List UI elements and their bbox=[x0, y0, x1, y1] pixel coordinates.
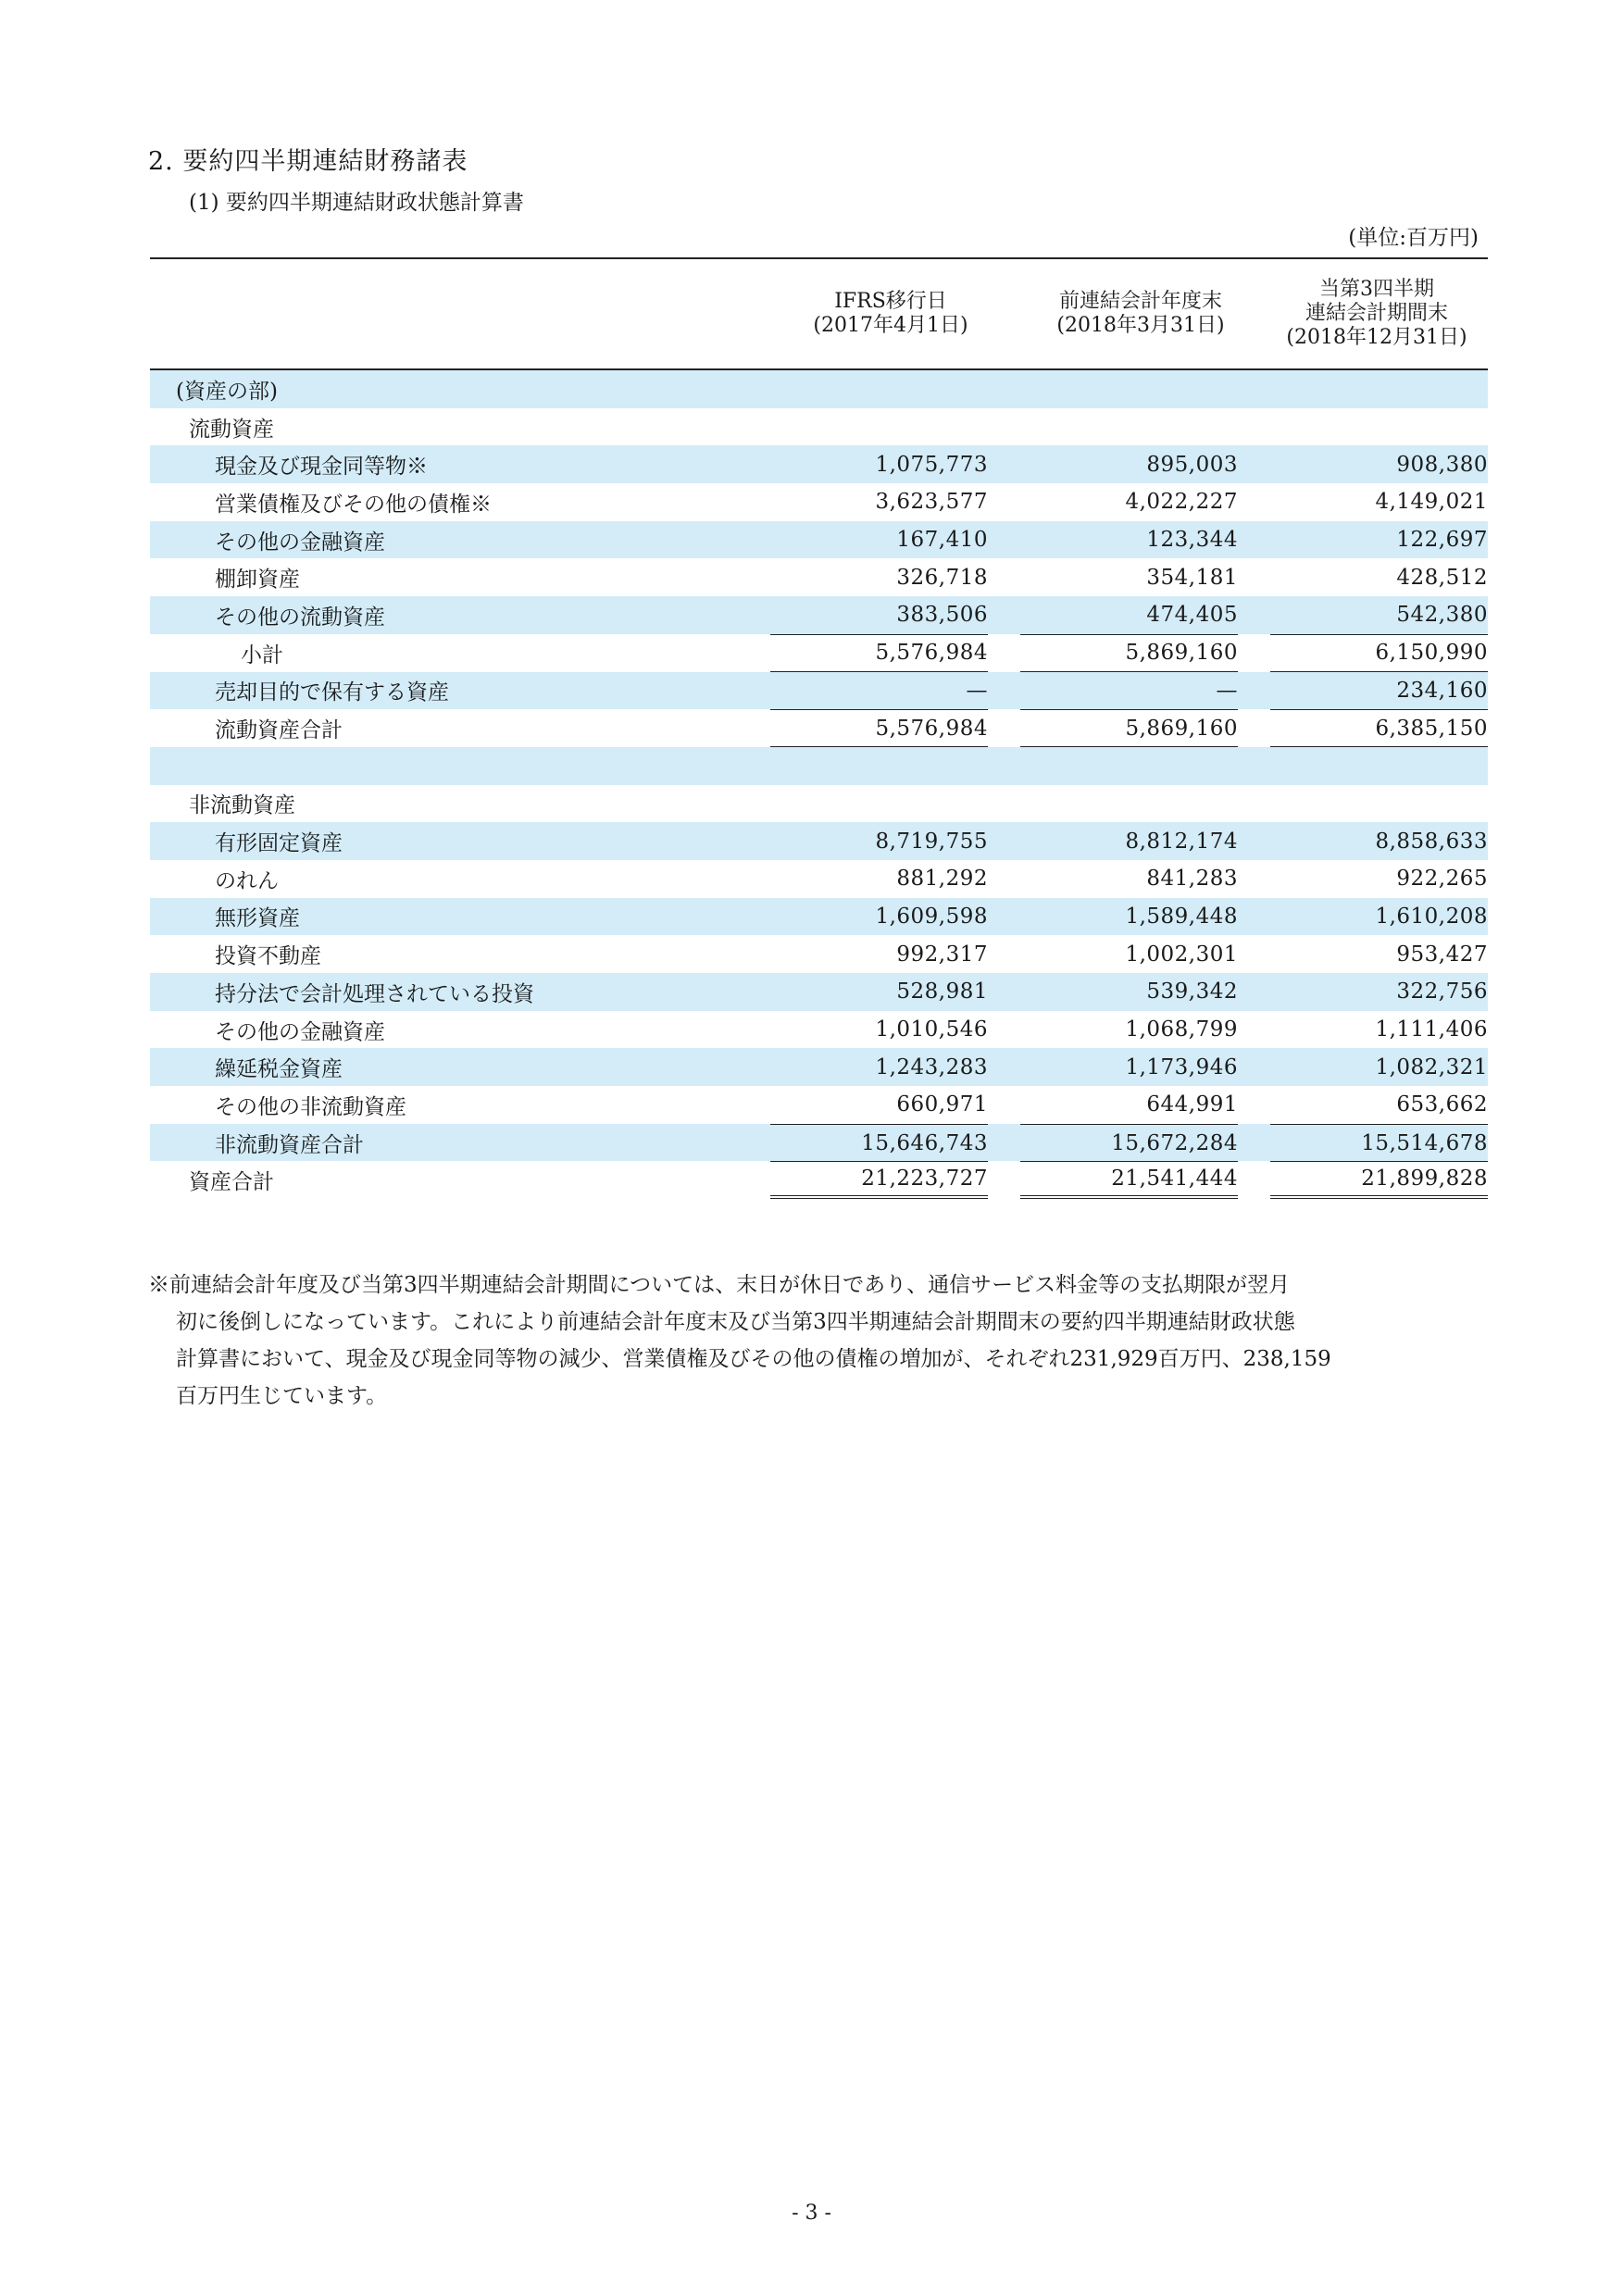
subsection-heading: (1) 要約四半期連結財政状態計算書 bbox=[189, 191, 524, 215]
amount-cell: 4,149,021 bbox=[1375, 490, 1488, 515]
column-header-ifrs-transition-date bbox=[766, 259, 1016, 368]
amount-cell: 5,576,984 bbox=[770, 634, 988, 672]
table-row bbox=[150, 558, 1488, 596]
amount-cell: 5,869,160 bbox=[1020, 709, 1238, 747]
table-row bbox=[150, 370, 1488, 408]
table-row bbox=[150, 785, 1488, 823]
amount-cell: 539,342 bbox=[1146, 980, 1238, 1004]
amount-cell: 474,405 bbox=[1146, 603, 1238, 628]
amount-cell bbox=[770, 408, 988, 446]
row-label: 投資不動産 bbox=[215, 944, 321, 969]
row-label: 持分法で会計処理されている投資 bbox=[215, 981, 534, 1006]
amount-cell bbox=[1020, 408, 1238, 446]
column-header-line: IFRS移行日 bbox=[834, 290, 947, 313]
amount-cell: 8,812,174 bbox=[1125, 829, 1238, 854]
amount-cell: 3,623,577 bbox=[875, 490, 988, 515]
amount-cell bbox=[1270, 408, 1488, 446]
amount-cell: 8,858,633 bbox=[1375, 829, 1488, 854]
row-label: 非流動資産合計 bbox=[215, 1132, 364, 1157]
amount-cell: 653,662 bbox=[1396, 1092, 1488, 1117]
row-label: 資産合計 bbox=[189, 1170, 274, 1195]
balance-sheet-table bbox=[150, 257, 1488, 1199]
table-row bbox=[150, 860, 1488, 898]
amount-cell: 1,111,406 bbox=[1375, 1017, 1488, 1042]
amount-cell: 354,181 bbox=[1146, 565, 1238, 590]
row-label: その他の金融資産 bbox=[215, 1019, 385, 1044]
column-header-line: (2018年3月31日) bbox=[1056, 314, 1225, 337]
amount-cell: 4,022,227 bbox=[1125, 490, 1238, 515]
amount-cell: 660,971 bbox=[896, 1092, 988, 1117]
amount-cell: 6,385,150 bbox=[1270, 709, 1488, 747]
amount-cell: 1,589,448 bbox=[1125, 904, 1238, 929]
table-row bbox=[150, 1086, 1488, 1124]
amount-cell: 322,756 bbox=[1396, 980, 1488, 1004]
amount-cell: 895,003 bbox=[1146, 452, 1238, 477]
table-row bbox=[150, 1124, 1488, 1162]
amount-cell bbox=[770, 370, 988, 408]
amount-cell bbox=[1270, 747, 1488, 785]
amount-cell: 1,002,301 bbox=[1125, 942, 1238, 967]
column-header-previous-fiscal-year-end bbox=[1016, 259, 1266, 368]
amount-cell: 428,512 bbox=[1396, 565, 1488, 590]
amount-cell: 21,223,727 bbox=[770, 1161, 988, 1199]
row-label: 売却目的で保有する資産 bbox=[215, 680, 449, 705]
unit-label: (単位:百万円) bbox=[1348, 226, 1479, 250]
row-label: のれん bbox=[215, 868, 279, 893]
amount-cell bbox=[1020, 785, 1238, 823]
row-label: 流動資産合計 bbox=[215, 718, 343, 743]
table-row bbox=[150, 408, 1488, 446]
amount-cell bbox=[770, 785, 988, 823]
table-row bbox=[150, 483, 1488, 521]
amount-cell bbox=[1020, 747, 1238, 785]
table-row bbox=[150, 709, 1488, 747]
amount-cell: 234,160 bbox=[1396, 678, 1488, 703]
section-heading: 2. 要約四半期連結財務諸表 bbox=[148, 147, 468, 176]
footnote-line: ※前連結会計年度及び当第3四半期連結会計期間については、末日が休日であり、通信サービス料金等の支払期限が翌月 bbox=[148, 1273, 1291, 1297]
row-label: 非流動資産 bbox=[189, 793, 295, 818]
table-row bbox=[150, 1161, 1488, 1199]
amount-cell: 841,283 bbox=[1146, 867, 1238, 892]
amount-cell: 21,541,444 bbox=[1020, 1161, 1238, 1199]
amount-cell bbox=[1270, 370, 1488, 408]
table-row bbox=[150, 973, 1488, 1011]
table-row bbox=[150, 935, 1488, 973]
row-label: その他の流動資産 bbox=[215, 605, 385, 630]
amount-cell: 528,981 bbox=[896, 980, 988, 1004]
table-row bbox=[150, 747, 1488, 785]
row-label: 流動資産 bbox=[189, 417, 274, 442]
amount-cell: 1,609,598 bbox=[875, 904, 988, 929]
amount-cell: 15,646,743 bbox=[770, 1124, 988, 1162]
row-label: その他の金融資産 bbox=[215, 530, 385, 555]
row-label: 無形資産 bbox=[215, 906, 300, 931]
page-number: - 3 - bbox=[792, 2202, 831, 2225]
amount-cell: 644,991 bbox=[1146, 1092, 1238, 1117]
amount-cell: 908,380 bbox=[1396, 452, 1488, 477]
amount-cell: 5,576,984 bbox=[770, 709, 988, 747]
footnote-line: 百万円生じています。 bbox=[176, 1384, 388, 1408]
table-row bbox=[150, 1011, 1488, 1049]
amount-cell: 1,243,283 bbox=[875, 1054, 988, 1079]
row-label: 繰延税金資産 bbox=[215, 1057, 343, 1082]
column-header-line: 前連結会計年度末 bbox=[1058, 290, 1222, 313]
table-body bbox=[150, 370, 1488, 1199]
table-row bbox=[150, 634, 1488, 672]
amount-cell: 15,672,284 bbox=[1020, 1124, 1238, 1162]
row-label: 有形固定資産 bbox=[215, 831, 343, 856]
column-header-line: 連結会計期間末 bbox=[1305, 302, 1448, 325]
amount-cell: 15,514,678 bbox=[1270, 1124, 1488, 1162]
amount-cell: 881,292 bbox=[896, 867, 988, 892]
amount-cell: 5,869,160 bbox=[1020, 634, 1238, 672]
amount-cell: 122,697 bbox=[1396, 528, 1488, 553]
table-header-row bbox=[150, 257, 1488, 370]
amount-cell: 326,718 bbox=[896, 565, 988, 590]
amount-cell: — bbox=[1216, 678, 1238, 703]
column-header-line: (2018年12月31日) bbox=[1286, 326, 1467, 349]
table-row bbox=[150, 445, 1488, 483]
footnote-line: 計算書において、現金及び現金同等物の減少、営業債権及びその他の債権の増加が、それぞれ231,929百万円、238,159 bbox=[176, 1347, 1331, 1371]
amount-cell: 123,344 bbox=[1146, 528, 1238, 553]
table-row bbox=[150, 898, 1488, 936]
amount-cell: — bbox=[966, 678, 988, 703]
amount-cell: 6,150,990 bbox=[1270, 634, 1488, 672]
column-header-current-quarter-end bbox=[1266, 259, 1488, 368]
amount-cell: 1,173,946 bbox=[1125, 1054, 1238, 1079]
amount-cell: 383,506 bbox=[896, 603, 988, 628]
amount-cell: 922,265 bbox=[1396, 867, 1488, 892]
amount-cell: 1,610,208 bbox=[1375, 904, 1488, 929]
amount-cell: 953,427 bbox=[1396, 942, 1488, 967]
table-row bbox=[150, 1048, 1488, 1086]
table-row bbox=[150, 822, 1488, 860]
row-label: その他の非流動資産 bbox=[215, 1094, 406, 1119]
column-header-line: (2017年4月1日) bbox=[813, 314, 968, 337]
table-row bbox=[150, 672, 1488, 710]
column-header-line: 当第3四半期 bbox=[1319, 278, 1434, 301]
row-label: 小計 bbox=[241, 643, 283, 668]
amount-cell bbox=[1020, 370, 1238, 408]
row-label: 現金及び現金同等物※ bbox=[215, 455, 428, 480]
amount-cell: 8,719,755 bbox=[875, 829, 988, 854]
footnote-line: 初に後倒しになっています。これにより前連結会計年度末及び当第3四半期連結会計期間末の要約四半期連結財政状態 bbox=[176, 1310, 1295, 1334]
table-row bbox=[150, 596, 1488, 634]
footnote bbox=[148, 1267, 1491, 1415]
amount-cell bbox=[1270, 785, 1488, 823]
amount-cell: 542,380 bbox=[1396, 603, 1488, 628]
amount-cell: 167,410 bbox=[896, 528, 988, 553]
amount-cell: 1,075,773 bbox=[875, 452, 988, 477]
amount-cell: 1,068,799 bbox=[1125, 1017, 1238, 1042]
amount-cell: 1,010,546 bbox=[875, 1017, 988, 1042]
table-row bbox=[150, 521, 1488, 559]
amount-cell: 992,317 bbox=[896, 942, 988, 967]
amount-cell: 21,899,828 bbox=[1270, 1161, 1488, 1199]
amount-cell: 1,082,321 bbox=[1375, 1054, 1488, 1079]
row-label: 棚卸資産 bbox=[215, 568, 300, 593]
row-label: 営業債権及びその他の債権※ bbox=[215, 492, 492, 517]
row-label: (資産の部) bbox=[176, 379, 278, 404]
amount-cell bbox=[770, 747, 988, 785]
